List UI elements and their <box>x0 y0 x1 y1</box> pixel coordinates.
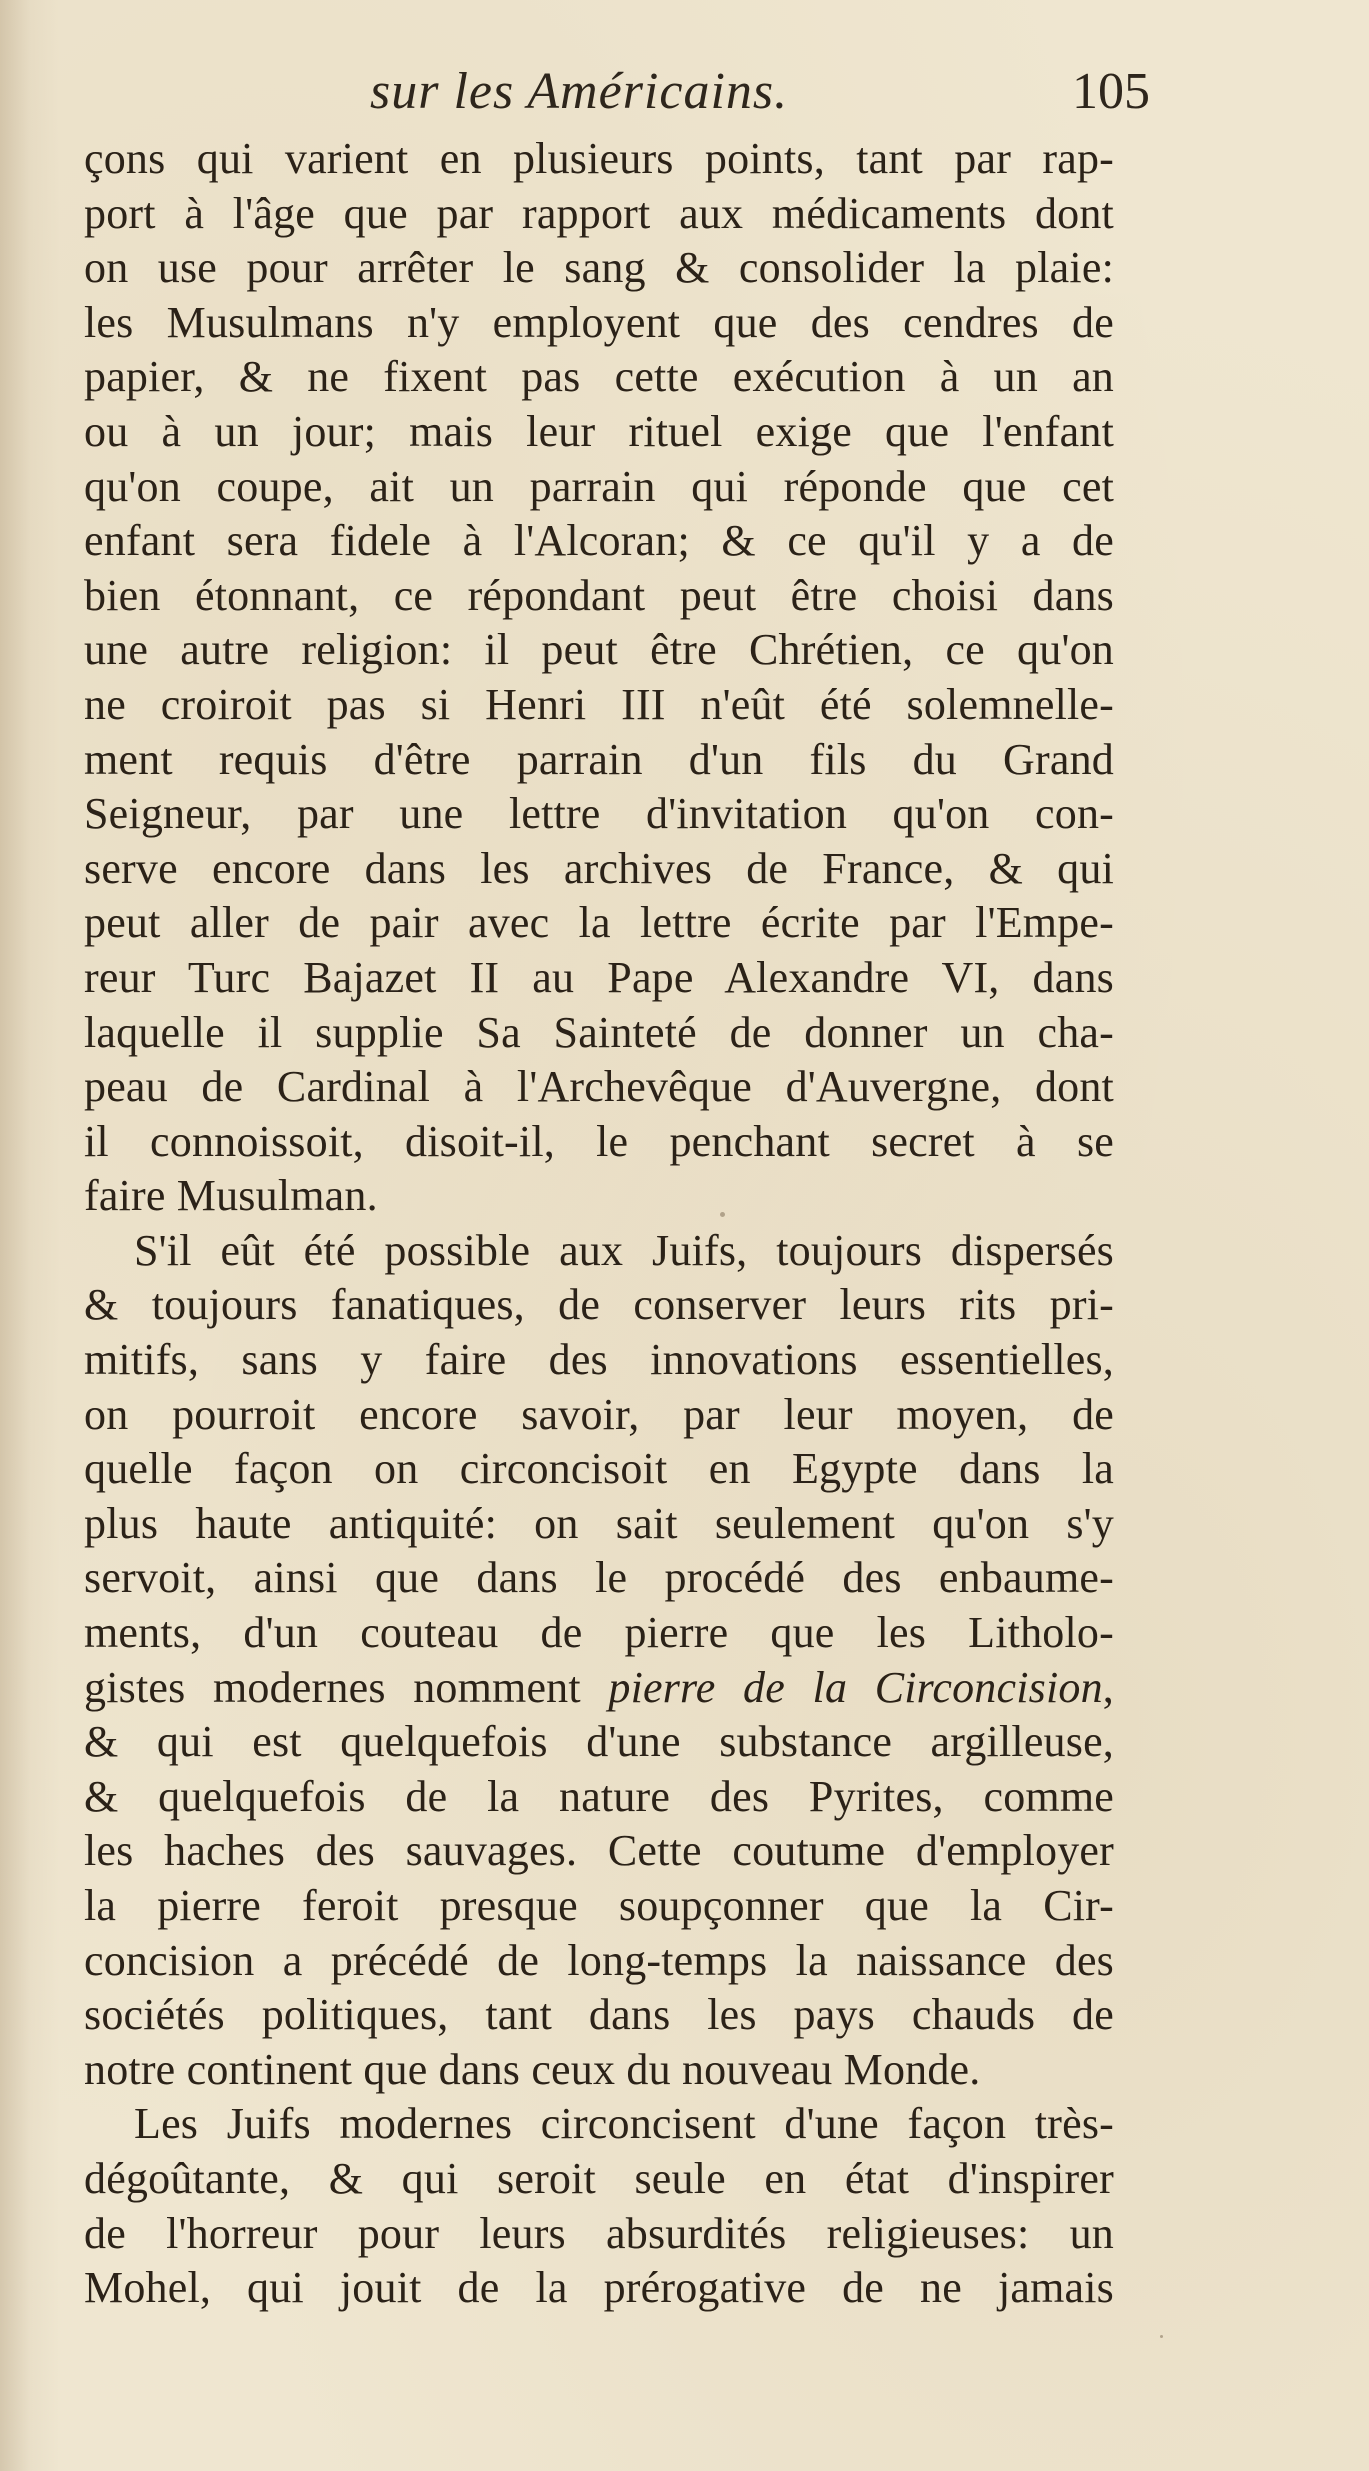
text-line: faire Musulman. <box>84 1171 378 1221</box>
text-line: & quelquefois de la nature des Pyrites, comme <box>84 1771 1114 1821</box>
text-line: enfant sera fidele à l'Alcoran; & ce qu'il y a de <box>84 516 1114 566</box>
body-text <box>84 132 1114 2316</box>
text-line: servoit, ainsi que dans le procédé des enbaume- <box>84 1553 1114 1603</box>
text-line: ment requis d'être parrain d'un fils du Grand <box>84 734 1114 784</box>
running-head <box>370 62 1150 132</box>
page-number: 105 <box>1072 63 1150 120</box>
paper-speck <box>1160 2335 1163 2338</box>
text-line: les haches des sauvages. Cette coutume d'employer <box>84 1826 1114 1876</box>
text-line: ou à un jour; mais leur rituel exige que l'enfant <box>84 406 1114 456</box>
text-line: qu'on coupe, ait un parrain qui réponde que cet <box>84 461 1114 511</box>
text-line: peau de Cardinal à l'Archevêque d'Auvergne, dont <box>84 1062 1114 1112</box>
text-line: ne croiroit pas si Henri III n'eût été solemnelle- <box>84 679 1114 729</box>
text-line: Seigneur, par une lettre d'invitation qu'on con- <box>84 789 1114 839</box>
text-line: la pierre feroit presque soupçonner que la Cir- <box>84 1881 1114 1930</box>
text-line: & toujours fanatiques, de conserver leurs rits pri- <box>84 1280 1114 1330</box>
text-line: çons qui varient en plusieurs points, tant par rap- <box>84 134 1114 183</box>
text-line: Les Juifs modernes circoncisent d'une façon très- <box>134 2099 1114 2149</box>
text-line: plus haute antiquité: on sait seulement qu'on s'y <box>84 1498 1114 1548</box>
text-line: notre continent que dans ceux du nouveau Monde. <box>84 2044 981 2094</box>
text-line-segment: , <box>1102 1662 1114 1712</box>
text-line: peut aller de pair avec la lettre écrite par l'Empe- <box>84 898 1114 948</box>
text-line: S'il eût été possible aux Juifs, toujours dispersés <box>134 1225 1114 1275</box>
text-line-segment: gistes modernes nomment <box>84 1662 609 1712</box>
text-line: concision a précédé de long-temps la naissance des <box>84 1935 1114 1985</box>
text-line: laquelle il supplie Sa Sainteté de donner un cha- <box>84 1007 1114 1057</box>
paper-speck <box>720 1212 725 1217</box>
text-line: Mohel, qui jouit de la prérogative de ne jamais <box>84 2263 1114 2313</box>
text-line: mitifs, sans y faire des innovations essentielles, <box>84 1335 1114 1385</box>
italic-term: pierre de la Circoncision <box>608 1662 1103 1712</box>
text-line: dégoûtante, & qui seroit seule en état d'inspirer <box>84 2153 1114 2203</box>
text-line: les Musulmans n'y employent que des cendres de <box>84 297 1114 347</box>
text-line: on pourroit encore savoir, par leur moyen, de <box>84 1389 1114 1439</box>
running-head-title: sur les Américains. <box>370 63 789 120</box>
text-line: il connoissoit, disoit-il, le penchant secret à se <box>84 1116 1114 1166</box>
text-line: une autre religion: il peut être Chrétien, ce qu'on <box>84 625 1114 675</box>
text-line: on use pour arrêter le sang & consolider la plaie: <box>84 243 1114 293</box>
text-line: serve encore dans les archives de France, & qui <box>84 843 1114 893</box>
text-line: quelle façon on circoncisoit en Egypte dans la <box>84 1444 1114 1494</box>
text-line: & qui est quelquefois d'une substance argilleuse, <box>84 1717 1114 1767</box>
text-line: ments, d'un couteau de pierre que les Litholo- <box>84 1608 1114 1658</box>
text-line <box>84 1661 1114 1716</box>
text-line: port à l'âge que par rapport aux médicaments dont <box>84 188 1114 238</box>
text-line: bien étonnant, ce répondant peut être choisi dans <box>84 570 1114 620</box>
text-line: reur Turc Bajazet II au Pape Alexandre VI, dans <box>84 952 1114 1002</box>
text-line: papier, & ne fixent pas cette exécution à un an <box>84 352 1114 402</box>
text-line: sociétés politiques, tant dans les pays chauds de <box>84 1990 1114 2040</box>
text-line: de l'horreur pour leurs absurdités religieuses: un <box>84 2208 1114 2258</box>
